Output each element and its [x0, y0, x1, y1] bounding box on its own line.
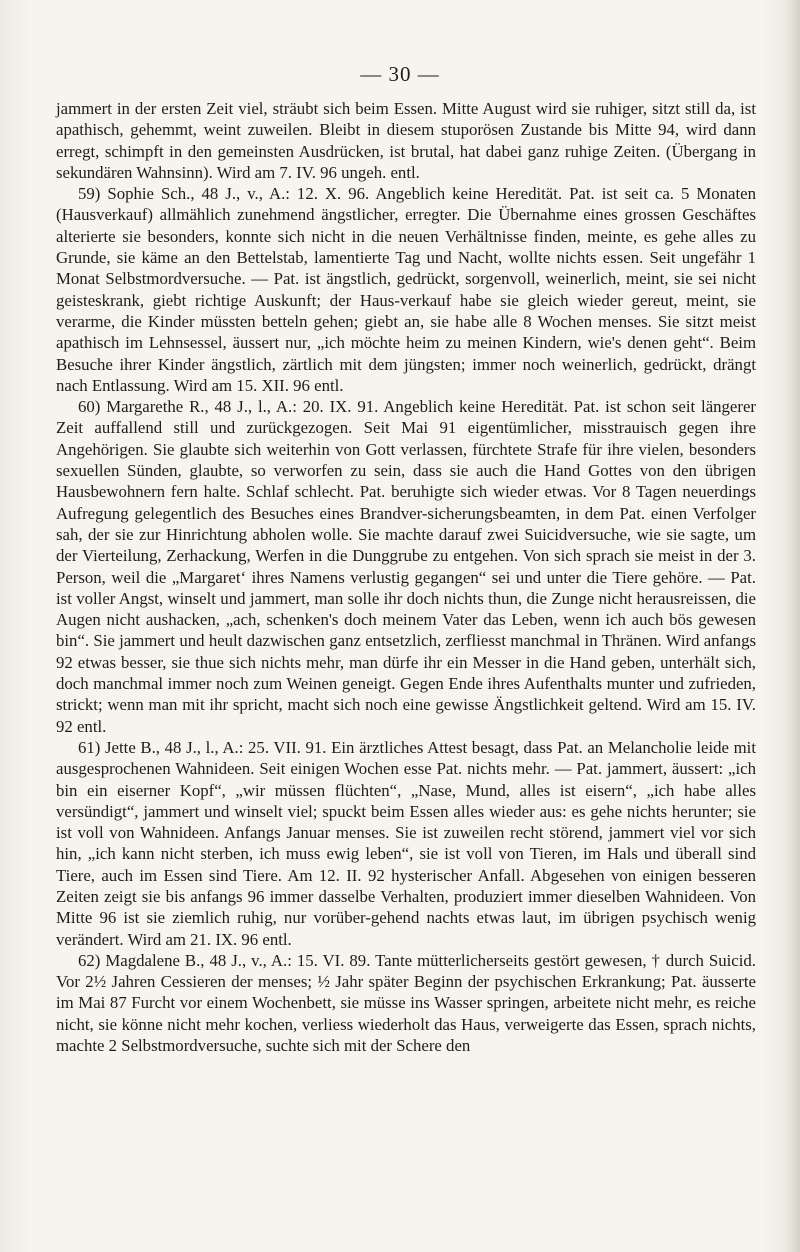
body-text: [56, 98, 756, 1056]
paragraph-case-59: 59) Sophie Sch., 48 J., v., A.: 12. X. 96. Angeblich keine Heredität. Pat. ist seit ca. 5 Monaten (Hausverkauf) allmählich zunehmend ängstlicher, erregter. Die Übernahme eines grossen Geschäftes alterierte sie besonders, konnte sich nicht in die neuen Verhältnisse finden, meinte, es gehe alles zu Grunde, sie käme an den Bettelstab, lamentierte Tag und Nacht, wollte nichts essen. Seit ungefähr 1 Monat Selbstmordversuche. — Pat. ist ängstlich, gedrückt, sorgenvoll, weinerlich, meint, sie sei nicht geisteskrank, giebt richtige Auskunft; der Haus-verkauf habe sie gleich wieder gereut, meint, sie verarme, die Kinder müssten betteln gehen; giebt an, sie habe alle 8 Wochen menses. Sie sitzt meist apathisch im Lehnsessel, äussert nur, „ich möchte heim zu meinen Kindern, wie's denen geht“. Beim Besuche ihrer Kinder ängstlich, zärtlich mit dem jüngsten; immer noch weinerlich, gedrückt, drängt nach Entlassung. Wird am 15. XII. 96 entl.: [56, 184, 756, 395]
paragraph-continuation: jammert in der ersten Zeit viel, sträubt sich beim Essen. Mitte August wird sie ruhiger, sitzt still da, ist apathisch, gehemmt, weint zuweilen. Bleibt in diesem stuporösen Zustande bis Mitte 94, wird dann erregt, schimpft in den gemeinsten Ausdrücken, ist brutal, hat dabei ganz ruhige Zeiten. (Übergang in sekundären Wahnsinn). Wird am 7. IV. 96 ungeh. entl.: [56, 99, 756, 182]
paragraph-case-60: 60) Margarethe R., 48 J., l., A.: 20. IX. 91. Angeblich keine Heredität. Pat. ist schon seit längerer Zeit auffallend still und zurückgezogen. Seit Mai 91 eigentümlicher, misstrauisch gegen ihre Angehörigen. Sie glaubte sich weiterhin von Gott verlassen, fürchtete Strafe für ihre vielen, besonders sexuellen Sünden, glaubte, so verworfen zu sein, dass sie auch die Hand Gottes von den übrigen Hausbewohnern fern halte. Schlaf schlecht. Pat. beruhigte sich wieder etwas. Vor 8 Tagen neuerdings Aufregung gelegentlich des Besuches eines Brandver-sicherungsbeamten, in dem Pat. einen Verfolger sah, der sie zur Hinrichtung abholen wolle. Sie machte darauf zwei Suicidversuche, wie sie sagte, um der Vierteilung, Zerhackung, Werfen in die Dunggrube zu entgehen. Von sich sprach sie meist in der 3. Person, weil die „Margaret‘ ihres Namens verlustig gegangen“ sei und unter die Tiere gehöre. — Pat. ist voller Angst, winselt und jammert, man solle ihr doch nichts thun, die Zunge nicht herausreissen, die Augen nicht aushacken, „ach, schenken's doch meinem Vater das Leben, wenn ich auch bös gewesen bin“. Sie jammert und heult dazwischen ganz entsetzlich, zerfliesst manchmal in Thränen. Wird anfangs 92 etwas besser, sie thue sich nichts mehr, man dürfe ihr ein Messer in die Hand geben, unterhält sich, doch manchmal immer noch zum Weinen geneigt. Gegen Ende ihres Aufenthalts munter und zufrieden, strickt; wenn man mit ihr spricht, macht sich noch eine gewisse Ängstlichkeit geltend. Wird am 15. IV. 92 entl.: [56, 397, 756, 736]
page-edge-shadow: [786, 0, 800, 1252]
page-number: — 30 —: [360, 62, 440, 86]
paragraph-case-61: 61) Jette B., 48 J., l., A.: 25. VII. 91. Ein ärztliches Attest besagt, dass Pat. an Melancholie leide mit ausgesprochenen Wahnideen. Seit einigen Wochen esse Pat. nichts mehr. — Pat. jammert, äussert: „ich bin ein eiserner Kopf“, „wir müssen flüchten“, „Nase, Mund, alles ist eisern“, „ich habe alles versündigt“, jammert und winselt viel; spuckt beim Essen alles wieder aus: es gehe nichts herunter; sie ist voll von Wahnideen. Anfangs Januar menses. Sie ist zuweilen recht störend, jammert viel vor sich hin, „ich kann nicht sterben, ich muss ewig leben“, sie ist voll von Tieren, im Hals und überall sind Tiere, auch im Essen sind Tiere. Am 12. II. 92 hysterischer Anfall. Abgesehen von einigen besseren Zeiten zeigt sie bis anfangs 96 immer dasselbe Verhalten, produziert immer dieselben Wahnideen. Von Mitte 96 ist sie ziemlich ruhig, nur vorüber-gehend nachts etwas laut, im übrigen psychisch wenig verändert. Wird am 21. IX. 96 entl.: [56, 737, 756, 949]
paragraph-case-62: 62) Magdalene B., 48 J., v., A.: 15. VI. 89. Tante mütterlicherseits gestört gewesen, † durch Suicid. Vor 2½ Jahren Cessieren der menses; ½ Jahr später Beginn der psychischen Erkrankung; Pat. äusserte im Mai 87 Furcht vor einem Wochenbett, sie müsse ins Wasser springen, arbeitete nicht mehr, es reiche nicht, sie könne nicht mehr kochen, verliess wiederholt das Haus, verweigerte das Essen, sprach nichts, machte 2 Selbstmordversuche, suchte sich mit der Schere den: [56, 950, 756, 1056]
